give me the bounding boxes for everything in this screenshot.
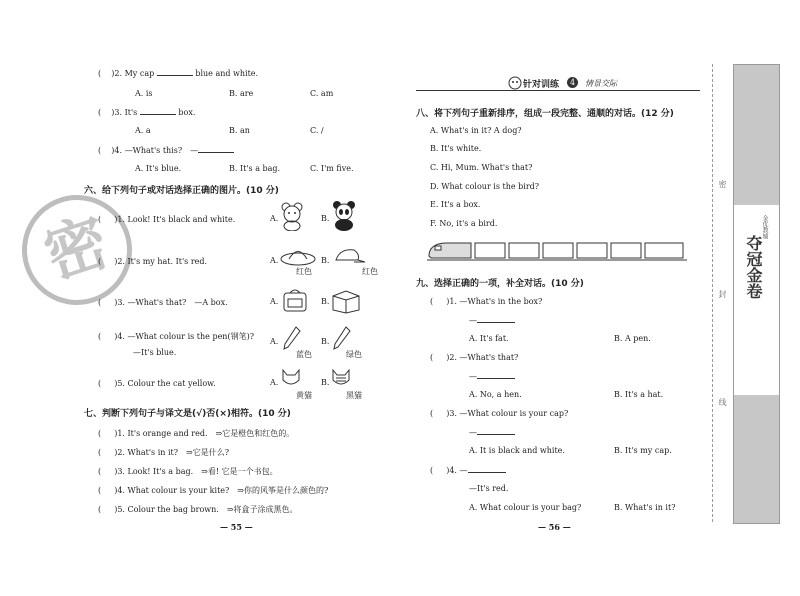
sidebar-band-bottom: [734, 395, 779, 523]
q9-4-answer: —It's red.: [469, 484, 509, 493]
q9-2: ( )2. —What's that?: [430, 353, 519, 362]
brand-block: [740, 215, 772, 385]
banner-subtitle: 情景交际: [585, 79, 617, 88]
q6-5-b-label: 黑猫: [346, 391, 362, 400]
section7-title: 七、判断下列句子与译文是(√)否(×)相符。(10 分): [84, 409, 291, 419]
bear-icon: [278, 201, 306, 231]
q6-2: ( )2. It's my hat. It's red.: [98, 257, 208, 266]
banner-number: 4: [567, 77, 578, 88]
q6-2-a-label: 红色: [296, 267, 312, 276]
q7-5: ( )5. Colour the bag brown. ⇒将盒子涂成黑色。: [98, 505, 298, 514]
q5-2: ( )2. My cap blue and white.: [98, 69, 259, 78]
q5-2-opt-c: C. am: [310, 89, 334, 98]
banner-title: 针对训练: [523, 80, 560, 90]
cap-icon: [332, 246, 366, 266]
q6-4-b-label: 绿色: [346, 350, 362, 359]
q7-3: ( )3. Look! It's a bag. ⇒看! 它是一个书包。: [98, 467, 278, 476]
sun-hat-icon: [280, 246, 316, 266]
cat-icon: [280, 366, 302, 390]
section-banner: [505, 75, 615, 89]
q6-2-b: B.: [321, 256, 330, 265]
q6-3: ( )3. —What's that? —A box.: [98, 298, 228, 307]
q6-1: ( )1. Look! It's black and white.: [98, 215, 236, 224]
q5-2-opt-a: A. is: [135, 89, 153, 98]
box-icon: [330, 286, 362, 314]
q6-1-a: A.: [270, 214, 279, 223]
q8-f: F. No, it's a bird.: [430, 219, 498, 228]
cat-icon-2: [330, 366, 352, 390]
q9-3-opt-b: B. It's my cap.: [614, 446, 672, 455]
q5-4: ( )4. —What's this? —: [98, 145, 234, 156]
q9-2-blank: —: [469, 371, 515, 381]
q5-4-opt-b: B. It's a bag.: [229, 164, 281, 173]
binding-label-mi: 密: [718, 180, 727, 188]
binding-label-feng: 封: [718, 290, 727, 298]
binding-line: [712, 64, 713, 522]
q5-4-opt-c: C. I'm five.: [310, 164, 354, 173]
q9-1-opt-b: B. A pen.: [614, 334, 651, 343]
q9-3-opt-a: A. It is black and white.: [469, 446, 565, 455]
mascot-icon: [505, 75, 525, 91]
q9-4-opt-b: B. What's in it?: [614, 503, 676, 512]
q5-3-opt-c: C. ∕: [310, 126, 324, 135]
q8-d: D. What colour is the bird?: [430, 182, 540, 191]
q9-3-blank: —: [469, 427, 515, 437]
q5-3: ( )3. It's box.: [98, 108, 196, 117]
q5-2-opt-b: B. are: [229, 89, 254, 98]
q6-4-b: B.: [321, 337, 330, 346]
seal-char: 密: [35, 204, 118, 293]
q8-c: C. Hi, Mum. What's that?: [430, 163, 533, 172]
brand-sidebar: [733, 64, 780, 524]
q6-3-b: B.: [321, 297, 330, 306]
q6-4-answer: —It's blue.: [133, 348, 177, 357]
q6-5: ( )5. Colour the cat yellow.: [98, 379, 216, 388]
q6-4-a: A.: [270, 337, 279, 346]
pen-icon-2: [332, 325, 352, 351]
q9-4-opt-a: A. What colour is your bag?: [469, 503, 582, 512]
q5-4-opt-a: A. It's blue.: [135, 164, 182, 173]
q6-5-a-label: 黄猫: [296, 391, 312, 400]
q8-a: A. What's in it? A dog?: [430, 126, 522, 135]
q7-2: ( )2. What's in it? ⇒它是什么?: [98, 448, 230, 457]
brand-small: 金优教辅: [761, 215, 768, 239]
q6-5-b: B.: [321, 378, 330, 387]
q9-2-opt-b: B. It's a hat.: [614, 390, 664, 399]
train-answer-boxes: [427, 238, 689, 262]
q6-2-b-label: 红色: [362, 267, 378, 276]
q6-1-b: B.: [321, 214, 330, 223]
q8-e: E. It's a box.: [430, 200, 481, 209]
binding-label-xian: 线: [718, 398, 727, 406]
q9-1-blank: —: [469, 315, 515, 325]
section6-title: 六、给下列句子或对话选择正确的图片。(10 分): [84, 186, 279, 196]
q9-4: ( )4. —: [430, 465, 506, 476]
sidebar-band-top: [734, 65, 779, 205]
q7-4: ( )4. What colour is your kite? ⇒你的风筝是什么颜色的?: [98, 486, 329, 495]
q6-3-a: A.: [270, 297, 279, 306]
pen-icon: [282, 325, 302, 351]
brand-name: 夺冠金卷: [744, 235, 763, 299]
q9-1: ( )1. —What's in the box?: [430, 297, 543, 306]
page-number-left: — 55 —: [220, 522, 253, 532]
banner-rule: [416, 90, 700, 91]
q7-1: ( )1. It's orange and red. ⇒它是橙色和红色的。: [98, 429, 295, 438]
q5-3-opt-a: A. a: [135, 126, 151, 135]
q9-2-opt-a: A. No, a hen.: [469, 390, 522, 399]
page-number-right: — 56 —: [538, 522, 571, 532]
section8-title: 八、将下列句子重新排序，组成一段完整、通顺的对话。(12 分): [416, 109, 674, 119]
school-bag-icon: [280, 287, 310, 313]
q6-4: ( )4. —What colour is the pen(钢笔)?: [98, 332, 254, 341]
q8-b: B. It's white.: [430, 144, 482, 153]
q6-5-a: A.: [270, 378, 279, 387]
q6-4-a-label: 蓝色: [296, 350, 312, 359]
q9-1-opt-a: A. It's fat.: [469, 334, 509, 343]
panda-icon: [330, 200, 358, 232]
section9-title: 九、选择正确的一项，补全对话。(10 分): [416, 279, 584, 289]
q6-2-a: A.: [270, 256, 279, 265]
q9-3: ( )3. —What colour is your cap?: [430, 409, 569, 418]
q5-3-opt-b: B. an: [229, 126, 250, 135]
